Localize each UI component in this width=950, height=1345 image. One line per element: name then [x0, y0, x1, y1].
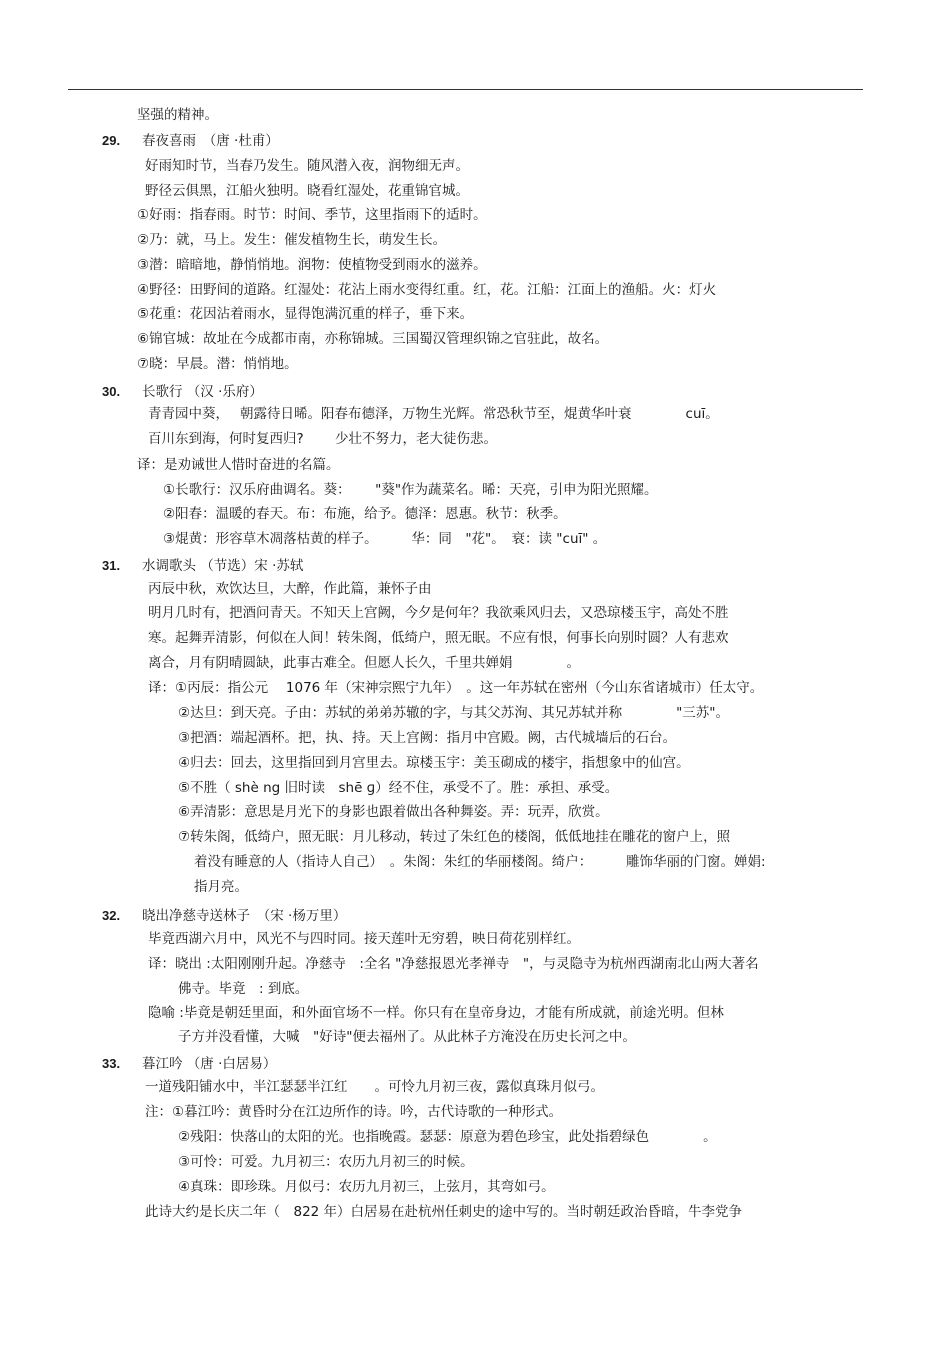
item-number: 30.: [102, 384, 121, 399]
text-line: [148, 430, 497, 448]
line-text: 注：①暮江吟：黄昏时分在江边所作的诗。吟，古代诗歌的一种形式。: [145, 1104, 563, 1120]
line-text: 译：是劝诫世人惜时奋进的名篇。: [137, 457, 340, 473]
text-line: [148, 580, 432, 598]
line-text: ③可怜：可爱。九月初三：农历九月初三的时候。: [178, 1154, 474, 1170]
line-text: 暮江吟 （唐 ·白居易）: [142, 1056, 277, 1072]
line-text: 毕竟西湖六月中，风光不与四时同。接天莲叶无穷碧，映日荷花别样红。: [148, 931, 580, 947]
poem-heading: [102, 557, 303, 575]
line-text: 离合，月有阴晴圆缺，此事古难全。但愿人长久，千里共婵娟 。: [148, 655, 580, 671]
line-text: 佛寺。毕竟 : 到底。: [178, 981, 309, 997]
text-line: [148, 679, 763, 697]
line-text: ⑥弄清影：意思是月光下的身影也跟着做出各种舞姿。弄：玩弄，欣赏。: [178, 804, 609, 820]
line-text: 隐喻 :毕竟是朝廷里面，和外面官场不一样。你只有在皇帝身边，才能有所成就，前途光明。但林: [148, 1005, 724, 1021]
text-line: [137, 231, 446, 249]
line-text: ⑥锦官城：故址在今成都市南，亦称锦城。三国蜀汉管理织锦之官驻此，故名。: [137, 331, 609, 347]
text-line: [137, 106, 218, 124]
text-line: [178, 754, 690, 772]
text-line: [148, 629, 729, 647]
poem-heading: [102, 907, 346, 925]
line-text: 野径云俱黑，江船火独明。晓看红湿处，花重锦官城。: [145, 183, 469, 199]
line-text: 明月几时有，把酒问青天。不知天上宫阙，今夕是何年？我欲乘风归去，又恐琼楼玉宇，高处不胜: [148, 605, 729, 621]
poem-heading: [102, 132, 279, 150]
text-line: [178, 803, 609, 821]
line-text: ①长歌行：汉乐府曲调名。葵： "葵"作为蔬菜名。晞：天亮，引申为阳光照耀。: [163, 482, 658, 498]
text-line: [145, 1203, 742, 1221]
line-text: 一道残阳铺水中，半江瑟瑟半江红 。可怜九月初三夜，露似真珠月似弓。: [145, 1079, 604, 1095]
line-text: 春夜喜雨 （唐 ·杜甫）: [142, 133, 279, 149]
line-text: 青青园中葵， 朝露待日晞。阳春布德泽，万物生光辉。常恐秋节至，焜黄华叶衰 cuī。: [148, 406, 719, 422]
text-line: [163, 530, 606, 548]
line-text: ③潜：暗暗地，静悄悄地。润物：使植物受到雨水的滋养。: [137, 257, 487, 273]
text-line: [148, 1004, 724, 1022]
line-text: ⑦晓：早晨。潜：悄悄地。: [137, 356, 298, 372]
text-line: [137, 456, 340, 474]
text-line: [194, 878, 248, 896]
text-line: [137, 305, 473, 323]
line-text: ③焜黄：形容草木凋落枯黄的样子。 华：同 "花"。 衰：读 "cuī" 。: [163, 531, 607, 547]
line-text: 寒。起舞弄清影，何似在人间！转朱阁，低绮户，照无眠。不应有恨，何事长向别时圆？人有悲欢: [148, 630, 729, 646]
line-text: ⑤花重：花因沾着雨水，显得饱满沉重的样子，垂下来。: [137, 306, 474, 322]
text-line: [178, 1153, 474, 1171]
text-line: [145, 157, 469, 175]
line-text: ②乃：就，马上。发生：催发植物生长，萌发生长。: [137, 232, 447, 248]
text-line: [137, 281, 716, 299]
text-line: [178, 1028, 636, 1046]
text-line: [148, 604, 729, 622]
text-line: [145, 1078, 604, 1096]
text-line: [148, 930, 580, 948]
line-text: 此诗大约是长庆二年（ 822 年）白居易在赴杭州任刺史的途中写的。当时朝廷政治昏暗，牛李党争: [145, 1204, 743, 1220]
line-text: ②残阳：快落山的太阳的光。也指晚霞。瑟瑟：原意为碧色珍宝，此处指碧绿色 。: [178, 1129, 717, 1145]
line-text: ②达旦：到天亮。子由：苏轼的弟弟苏辙的字，与其父苏洵、其兄苏轼并称 "三苏"。: [178, 705, 730, 721]
line-text: 好雨知时节，当春乃发生。随风潜入夜，润物细无声。: [145, 158, 469, 174]
text-line: [178, 704, 729, 722]
text-line: [163, 481, 658, 499]
text-line: [148, 654, 580, 672]
line-text: 着没有睡意的人（指诗人自己） 。朱阁：朱红的华丽楼阁。绮户： 雕饰华丽的门窗。婵娟:: [194, 854, 766, 870]
item-number: 33.: [102, 1056, 121, 1071]
poem-heading: [102, 1055, 276, 1073]
text-line: [178, 779, 618, 797]
line-text: 译：晓出 :太阳刚刚升起。净慈寺 :全名 "净慈报恩光孝禅寺 "，与灵隐寺为杭州西湖南北山两大著名: [148, 956, 759, 972]
item-number: 32.: [102, 908, 121, 923]
item-number: 29.: [102, 133, 121, 148]
line-text: 译：①丙辰：指公元 1076 年（宋神宗熙宁九年） 。这一年苏轼在密州（今山东省诸城市）任太守。: [148, 680, 764, 696]
line-text: 长歌行 （汉 ·乐府）: [142, 384, 263, 400]
line-text: 坚强的精神。: [137, 107, 218, 123]
line-text: 晓出净慈寺送林子 （宋 ·杨万里）: [142, 908, 347, 924]
text-line: [178, 828, 730, 846]
line-text: ⑤不胜（ shè ng 旧时读 shē ɡ）经不住，承受不了。胜：承担、承受。: [178, 780, 619, 796]
line-text: ④归去：回去，这里指回到月宫里去。琼楼玉宇：美玉砌成的楼宇，指想象中的仙宫。: [178, 755, 690, 771]
line-text: 百川东到海，何时复西归? 少壮不努力，老大徒伤悲。: [148, 431, 497, 447]
text-line: [163, 505, 567, 523]
line-text: ④野径：田野间的道路。红湿处：花沾上雨水变得红重。红，花。江船：江面上的渔船。火：灯火: [137, 282, 717, 298]
top-rule: [68, 89, 863, 90]
line-text: ②阳春：温暖的春天。布：布施，给予。德泽：恩惠。秋节：秋季。: [163, 506, 567, 522]
line-text: ⑦转朱阁，低绮户，照无眠：月儿移动，转过了朱红色的楼阁，低低地挂在雕花的窗户上，照: [178, 829, 731, 845]
text-line: [137, 206, 487, 224]
line-text: 水调歌头 （节选）宋 ·苏轼: [142, 558, 304, 574]
poem-heading: [102, 383, 263, 401]
text-line: [178, 980, 308, 998]
item-number: 31.: [102, 558, 121, 573]
text-line: [148, 405, 719, 423]
text-line: [178, 1128, 717, 1146]
text-line: [137, 355, 298, 373]
text-line: [178, 1178, 555, 1196]
line-text: ③把酒：端起酒杯。把，执、持。天上宫阙：指月中宫殿。阙，古代城墙后的石台。: [178, 730, 677, 746]
text-line: [137, 256, 487, 274]
text-line: [137, 330, 608, 348]
text-line: [145, 182, 469, 200]
text-line: [178, 729, 676, 747]
line-text: 丙辰中秋，欢饮达旦，大醉，作此篇，兼怀子由: [148, 581, 432, 597]
line-text: 子方并没看懂，大喊 "好诗"便去福州了。从此林子方淹没在历史长河之中。: [178, 1029, 636, 1045]
text-line: [148, 955, 759, 973]
line-text: 指月亮。: [194, 879, 248, 895]
text-line: [194, 853, 766, 871]
line-text: ①好雨：指春雨。时节：时间、季节，这里指雨下的适时。: [137, 207, 487, 223]
line-text: ④真珠：即珍珠。月似弓：农历九月初三，上弦月，其弯如弓。: [178, 1179, 555, 1195]
text-line: [145, 1103, 562, 1121]
